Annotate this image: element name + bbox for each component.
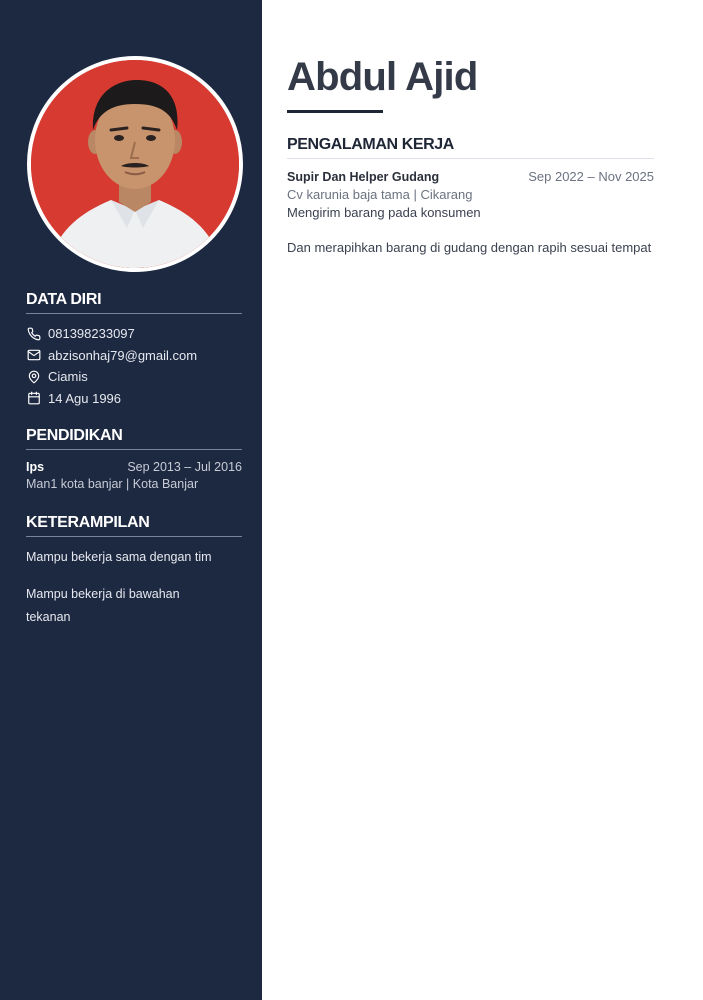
personal-heading: DATA DIRI <box>26 291 242 314</box>
location-text: Ciamis <box>48 369 88 385</box>
job-description: Mengirim barang pada konsumen <box>287 205 481 220</box>
location-row <box>26 366 242 388</box>
map-pin-icon <box>26 369 41 384</box>
skills-section <box>26 514 242 643</box>
job-title: Supir Dan Helper Gudang <box>287 170 440 184</box>
phone-row <box>26 323 242 345</box>
envelope-icon <box>26 348 41 363</box>
education-degree: Ips <box>26 460 45 474</box>
education-school: Man1 kota banjar | Kota Banjar <box>26 477 199 491</box>
education-heading: PENDIDIKAN <box>26 427 242 450</box>
skill-item: Mampu bekerja di bawahan tekanan <box>26 587 180 624</box>
job-description: Dan merapihkan barang di gudang dengan rapih sesuai tempat <box>287 240 652 255</box>
experience-heading: PENGALAMAN KERJA <box>287 136 654 159</box>
job-company: Cv karunia baja tama | Cikarang <box>287 187 473 202</box>
skill-item: Mampu bekerja sama dengan tim <box>26 550 212 564</box>
experience-item <box>287 168 654 260</box>
calendar-icon <box>26 391 41 406</box>
education-section <box>26 427 242 493</box>
sidebar <box>0 0 262 1000</box>
email-row <box>26 345 242 367</box>
candidate-name: Abdul Ajid <box>287 55 478 99</box>
personal-section <box>26 291 242 409</box>
profile-photo <box>27 56 243 272</box>
name-underline <box>287 110 383 113</box>
email-text: abzisonhaj79@gmail.com <box>48 347 198 363</box>
education-item <box>26 459 242 493</box>
education-dates: Sep 2013 – Jul 2016 <box>127 460 242 474</box>
job-dates: Sep 2022 – Nov 2025 <box>528 169 654 184</box>
phone-text: 081398233097 <box>48 326 135 342</box>
phone-icon <box>26 326 41 341</box>
birthdate-text: 14 Agu 1996 <box>48 390 122 406</box>
skills-heading: KETERAMPILAN <box>26 514 242 537</box>
birthdate-row <box>26 388 242 410</box>
